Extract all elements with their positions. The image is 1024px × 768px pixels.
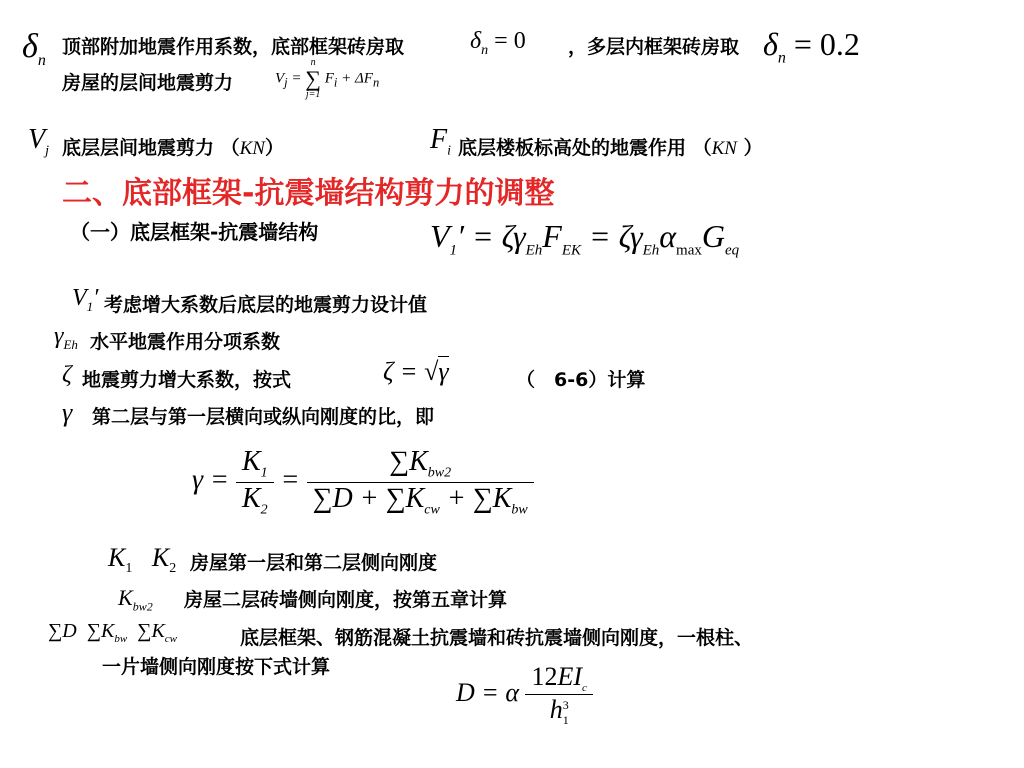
zeta-formula: ζ = √γ [383, 357, 449, 386]
story-shear-definition: 房屋的层间地震剪力 [62, 72, 234, 94]
delta-n-definition: 顶部附加地震作用系数，底部框架砖房取 [62, 36, 405, 58]
delta-n-inner-frame-text: ，多层内框架砖房取 [568, 36, 740, 58]
zeta-eq-reference: （ 6-6）计算 [516, 369, 646, 391]
gamma-symbol: γ [62, 398, 73, 427]
sum-definition-line2: 一片墙侧向刚度按下式计算 [102, 656, 331, 678]
fi-definition: 底层楼板标高处的地震作用 （KN ） [458, 137, 763, 159]
k1-k2-symbols: $K_1$ $K_2$ [108, 543, 177, 577]
vj-symbol: $V_j$ [28, 124, 49, 159]
v1-symbol: $V_1'$ [72, 285, 99, 314]
d-formula: D = α $\frac{12EI_c}{h_1^3}$ [456, 662, 593, 728]
kbw2-definition: 房屋二层砖墙侧向刚度，按第五章计算 [184, 589, 508, 611]
delta-n-inner-frame: $\delta_n = 0.2$ [763, 26, 860, 67]
kbw2-symbol: $K_{bw2}$ [118, 585, 153, 614]
gamma-eh-definition: 水平地震作用分项系数 [90, 331, 281, 353]
vj-definition: 底层层间地震剪力 （KN） [62, 137, 284, 159]
sum-definition-line1: 底层框架、钢筋混凝土抗震墙和砖抗震墙侧向刚度，一根柱、 [240, 627, 754, 649]
subsection-title: （一）底层框架-抗震墙结构 [70, 220, 319, 244]
gamma-eh-symbol: $\gamma_{Eh}$ [54, 323, 78, 352]
section-heading: 二、底部框架-抗震墙结构剪力的调整 [62, 176, 555, 211]
fi-symbol: $F_i$ [430, 124, 451, 159]
gamma-definition: 第二层与第一层横向或纵向刚度的比，即 [92, 406, 435, 428]
zeta-definition: 地震剪力增大系数，按式 [82, 369, 292, 391]
zeta-symbol: ζ [62, 362, 72, 388]
gamma-formula: γ = $\frac{K_1}{K_2}$ = $\frac{\sum K_{bw2}}{\sum D + \sum K_{cw} + \sum K_{bw}}$ [192, 446, 534, 518]
delta-n-symbol: $\delta_n$ [22, 28, 46, 69]
v1-formula: $V_1' = \zeta\gamma_{Eh}F_{EK} = \zeta\gamma_{Eh}\alpha_{max}G_{eq}$ [430, 218, 740, 259]
v1-definition: 考虑增大系数后底层的地震剪力设计值 [104, 294, 428, 316]
k1-k2-definition: 房屋第一层和第二层侧向刚度 [190, 552, 438, 574]
sum-symbols: ∑D $\sum K_{bw}$ $\sum K_{cw}$ [48, 620, 178, 645]
vj-formula: $V_j$ = n ∑ j=1 $F_i + \Delta F_n$ [275, 57, 380, 100]
delta-n-bottom-frame: $\delta_n = 0$ [470, 28, 526, 58]
